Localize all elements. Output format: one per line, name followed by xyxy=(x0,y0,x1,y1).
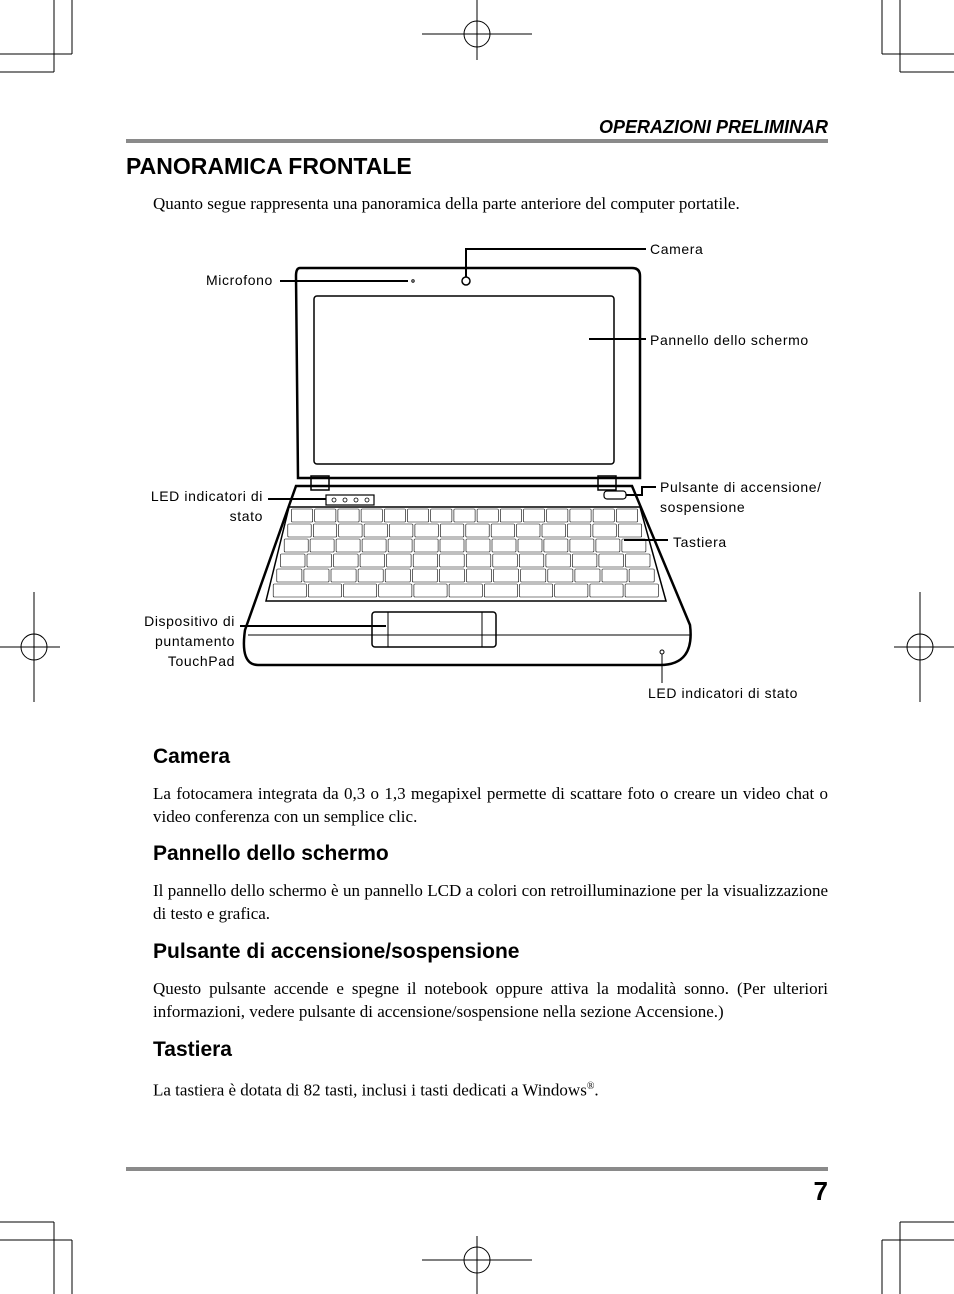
key xyxy=(466,539,490,552)
key xyxy=(570,509,591,522)
key xyxy=(570,539,594,552)
key xyxy=(431,509,452,522)
key xyxy=(524,509,545,522)
key xyxy=(517,524,540,537)
key xyxy=(281,554,306,567)
running-header: OPERAZIONI PRELIMINAR xyxy=(598,117,828,137)
section-text-keyboard: La tastiera è dotata di 82 tasti, inclusi i tasti dedicati a Windows®. xyxy=(153,1080,599,1100)
key xyxy=(413,554,438,567)
intro-text: Quanto segue rappresenta una panoramica della parte anteriore del computer portatile. xyxy=(153,194,740,213)
screen-panel-label: Pannello dello schermo xyxy=(650,332,809,348)
key xyxy=(308,584,341,597)
section-text-screen: Il pannello dello schermo è un pannello LCD a colori con retroilluminazione per la visualizzazione di testo e grafica. xyxy=(153,881,828,923)
key xyxy=(292,509,313,522)
laptop-base xyxy=(244,486,691,665)
key xyxy=(362,539,386,552)
key xyxy=(593,509,614,522)
key xyxy=(364,524,387,537)
key xyxy=(390,524,413,537)
key xyxy=(500,509,521,522)
camera-label: Camera xyxy=(650,241,704,257)
key xyxy=(546,554,571,567)
microphone-hole xyxy=(412,280,414,282)
key xyxy=(625,584,658,597)
touchpad-label: Dispositivo di puntamento TouchPad xyxy=(144,613,235,669)
key xyxy=(415,524,438,537)
key xyxy=(338,509,359,522)
footer-rule xyxy=(126,1167,828,1171)
screen-panel xyxy=(314,296,614,464)
camera-lens xyxy=(462,277,470,285)
key xyxy=(491,524,514,537)
keyboard-keys xyxy=(273,509,658,597)
key xyxy=(484,584,517,597)
page-number: 7 xyxy=(813,1176,828,1206)
key xyxy=(440,539,464,552)
key xyxy=(440,524,463,537)
key xyxy=(379,584,412,597)
key xyxy=(361,509,382,522)
key xyxy=(307,554,332,567)
key xyxy=(313,524,336,537)
status-leds-label: LED indicatori di stato xyxy=(150,488,263,524)
key xyxy=(520,584,553,597)
section-title-keyboard: Tastiera xyxy=(153,1038,232,1061)
key xyxy=(277,569,302,582)
key xyxy=(555,584,588,597)
key xyxy=(596,539,620,552)
key xyxy=(339,524,362,537)
status-led-strip xyxy=(326,495,374,505)
key xyxy=(439,569,464,582)
key xyxy=(544,539,568,552)
section-title-camera: Camera xyxy=(153,745,231,768)
key xyxy=(408,509,429,522)
key xyxy=(519,554,544,567)
key xyxy=(336,539,360,552)
key xyxy=(440,554,465,567)
key xyxy=(310,539,334,552)
key xyxy=(344,584,377,597)
key xyxy=(618,524,641,537)
key xyxy=(449,584,482,597)
section-title-power: Pulsante di accensione/sospensione xyxy=(153,940,520,963)
key xyxy=(358,569,383,582)
key xyxy=(454,509,475,522)
key xyxy=(477,509,498,522)
key xyxy=(414,584,447,597)
key xyxy=(414,539,438,552)
touchpad xyxy=(372,612,496,647)
key xyxy=(315,509,336,522)
key xyxy=(599,554,624,567)
key xyxy=(412,569,437,582)
key xyxy=(388,539,412,552)
section-text-camera: La fotocamera integrata da 0,3 o 1,3 megapixel permette di scattare foto o creare un video chat o video conferenza con un semplice clic. xyxy=(153,784,828,826)
key xyxy=(602,569,627,582)
key xyxy=(467,569,492,582)
key xyxy=(466,554,491,567)
key xyxy=(334,554,359,567)
key xyxy=(567,524,590,537)
key xyxy=(493,554,518,567)
power-button xyxy=(604,491,626,499)
key xyxy=(547,509,568,522)
key xyxy=(331,569,356,582)
key xyxy=(466,524,489,537)
key xyxy=(360,554,385,567)
key xyxy=(593,524,616,537)
key xyxy=(284,539,308,552)
section-title-screen: Pannello dello schermo xyxy=(153,842,389,865)
key xyxy=(616,509,637,522)
key xyxy=(542,524,565,537)
key xyxy=(288,524,311,537)
key xyxy=(494,569,519,582)
microphone-label: Microfono xyxy=(206,272,273,288)
page-title: PANORAMICA FRONTALE xyxy=(126,153,412,179)
power-button-label: Pulsante di accensione/ sospensione xyxy=(660,479,822,515)
key xyxy=(273,584,306,597)
key xyxy=(492,539,516,552)
key xyxy=(626,554,651,567)
laptop-lid xyxy=(296,268,640,478)
status-leds-bottom-label: LED indicatori di stato xyxy=(648,685,798,701)
section-text-power: Questo pulsante accende e spegne il notebook oppure attiva la modalità sonno. (Per ulteriori informazioni, vedere pulsante di accensione/sospensione nella sezione Accensione.) xyxy=(153,979,828,1021)
key xyxy=(629,569,654,582)
key xyxy=(387,554,412,567)
key xyxy=(518,539,542,552)
key xyxy=(572,554,597,567)
key xyxy=(548,569,573,582)
key xyxy=(521,569,546,582)
key xyxy=(575,569,600,582)
key xyxy=(590,584,623,597)
keyboard-label: Tastiera xyxy=(673,534,727,550)
key xyxy=(304,569,329,582)
key xyxy=(385,569,410,582)
key xyxy=(384,509,405,522)
